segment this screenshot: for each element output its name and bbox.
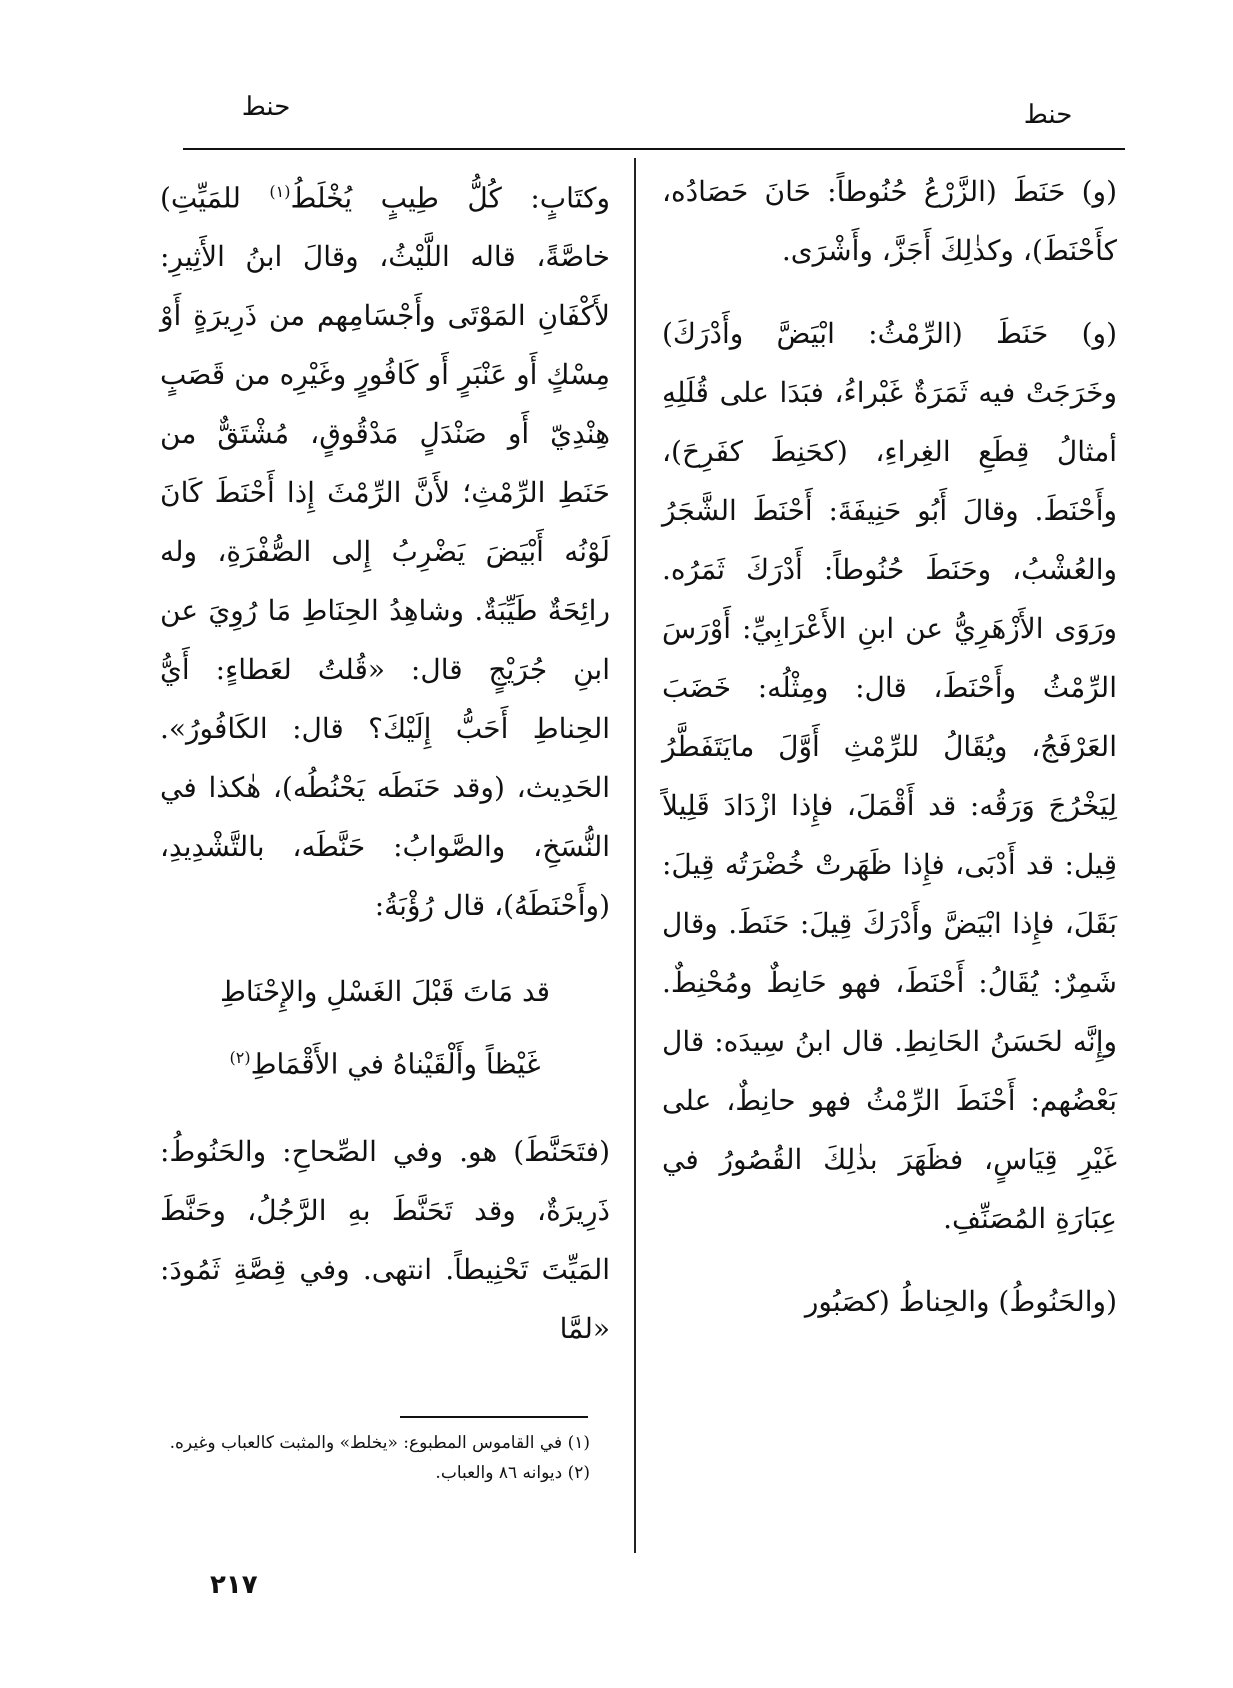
header-rule [183,148,1125,150]
left-paragraph-2: (فتَحَنَّطَ) هو. وفي الصِّحاحِ: والحَنُوطُ: ذَرِيرَةٌ، وقد تَحَنَّطَ بهِ الرَّجُلُ، وحَنَّطَ المَيِّتَ تَحْنِيطاً. انتهى. وفي قِصَّةِ ثَمُودَ: «لمَّا [160,1134,610,1345]
column-divider [634,158,636,1553]
verse-block [160,959,610,1097]
footnote-1: (١) في القاموس المطبوع: «يخلط» والمثبت كالعباب وغيره. [169,1433,590,1453]
header-right-word: حنط [1023,100,1073,130]
footnote-rule [400,1416,588,1418]
right-column [662,162,1117,1355]
footnotes [150,1428,590,1488]
left-paragraph-1-cont: للمَيِّتِ) خاصَّةً، قاله اللَّيْثُ، وقالَ ابنُ الأَثِيرِ: لأَكْفَانِ المَوْتَى وأَجْسَامِهم من ذَرِيرَةٍ أَوْ مِسْكٍ أَو عَنْبَرٍ أَو كَافُورٍ وغَيْرِه من قَصَبٍ هِنْدِيّ أَو صَنْدَلٍ مَدْقُوقٍ، مُشْتَقٌّ من حَنَطِ الرِّمْثِ؛ لأَنَّ الرِّمْثَ إِذا أَحْنَطَ كَانَ لَوْنُه أَبْيَضَ يَضْرِبُ إِلى الصُّفْرَةِ، وله رائِحَةٌ طَيِّبَةٌ. وشاهِدُ الحِنَاطِ مَا رُوِيَ عن ابنِ جُرَيْجٍ قال: «قُلتُ لعَطاءٍ: أَيُّ الحِناطِ أَحَبُّ إِلَيْكَ؟ قال: الكَافُورُ». الحَدِيث، (وقد حَنَطَه يَحْنُطُه)، هٰكذا في النُّسَخِ، والصَّوابُ: حَنَّطَه، بالتَّشْدِيدِ، (وأَحْنَطَهُ)، قال رُؤْبَةُ: [160,181,610,923]
left-column [160,162,610,1382]
right-paragraph-3: (والحَنُوطُ) والحِناطُ (كصَبُور [804,1285,1117,1318]
footnote-marker-2: (٢) [229,1048,251,1068]
page-number: ٢١٧ [210,1570,258,1600]
footnote-marker-1: (١) [269,182,291,201]
verse-line-2-wrap [160,1025,610,1097]
footnote-2: (٢) ديوانه ٨٦ والعباب. [435,1463,590,1483]
right-paragraph-1: (و) حَنَطَ (الزَّرْعُ حُنُوطاً: حَانَ حَصَادُه، كأَحْنَطَ)، وكذٰلِكَ أَجَزَّ، وأَشْرَى. [662,175,1117,267]
right-paragraph-2: (و) حَنَطَ (الرِّمْثُ: ابْيَضَّ وأَدْرَكَ) وخَرَجَتْ فيه ثَمَرَةٌ غَبْراءُ، فبَدَا على قُلَلِهِ أمثالُ قِطَعِ الغِراءِ، (كحَنِطَ كفَرِحَ)، وأَحْنَطَ. وقالَ أَبُو حَنِيفَةَ: أَحْنَطَ الشَّجَرُ والعُشْبُ، وحَنَطَ حُنُوطاً: أَدْرَكَ ثَمَرُه. ورَوَى الأَزْهَرِيُّ عن ابنِ الأَعْرَابِيِّ: أَوْرَسَ الرِّمْثُ وأَحْنَطَ، قال: ومِثْلُه: خَضَبَ العَرْفَجُ، ويُقَالُ للرِّمْثِ أَوَّلَ مايَتَفَطَّرُ لِيَخْرُجَ وَرَقُه: قد أَقْمَلَ، فإِذا ازْدَادَ قَلِيلاً قِيل: قد أَدْبَى، فإِذا ظَهَرتْ خُضْرَتُه قِيلَ: بَقَلَ، فإِذا ابْيَضَّ وأَدْرَكَ قِيلَ: حَنَطَ. وقال شَمِرٌ: يُقَالُ: أَحْنَطَ، فهو حَانِطٌ ومُحْنِطٌ. وإِنَّه لحَسَنُ الحَانِطِ. قال ابنُ سِيدَه: قال بَعْضُهم: أَحْنَطَ الرِّمْثُ فهو حانِطٌ، على غَيْرِ قِيَاسٍ، فظَهَرَ بذٰلِكَ القُصُورُ في عِبَارَةِ المُصَنِّفِ. [662,317,1117,1235]
verse-line-2: غَيْظاً وأَلْقَيْناهُ في الأَقْمَاطِ [250,1047,541,1081]
left-paragraph-1 [160,162,610,935]
verse-line-1: قد مَاتَ قَبْلَ الغَسْلِ والإِحْنَاطِ [219,975,551,1009]
header-left-word: حنط [241,92,291,122]
left-paragraph-1-start: وكتَابٍ: كُلُّ طِيبٍ يُخْلَطُ [290,181,610,215]
